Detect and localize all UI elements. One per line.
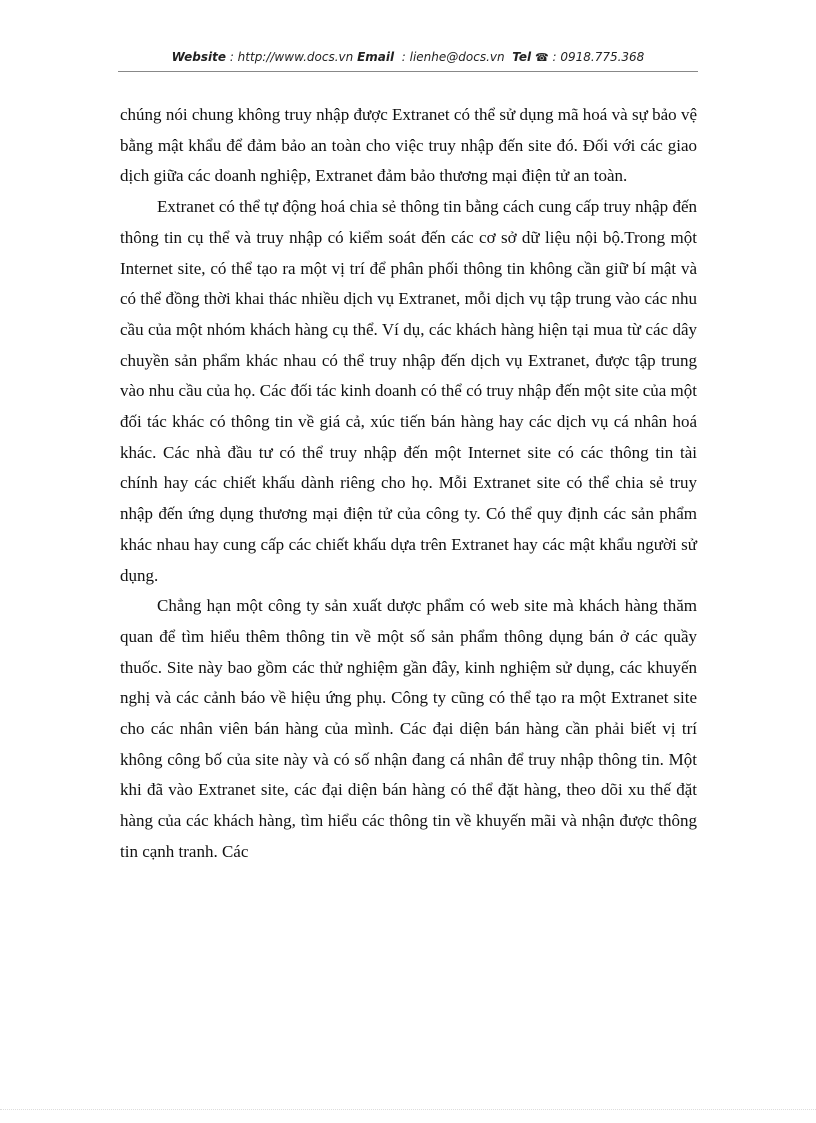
- phone-icon: ☎: [534, 51, 549, 64]
- website-label: Website: [171, 50, 226, 64]
- tel-label: Tel: [512, 50, 532, 64]
- email-label: Email: [357, 50, 395, 64]
- document-body: [120, 100, 697, 868]
- paragraph-1: chúng nói chung không truy nhập được Extranet có thể sử dụng mã hoá và sự bảo vệ bằng mật khẩu để đảm bảo an toàn cho việc truy nhập đến site đó. Đối với các giao dịch giữa các doanh nghiệp, Extranet đảm bảo thương mại điện tử an toàn.: [120, 105, 697, 186]
- paragraph-2: Extranet có thể tự động hoá chia sẻ thông tin bằng cách cung cấp truy nhập đến thông tin cụ thể và truy nhập có kiểm soát đến các cơ sở dữ liệu nội bộ.Trong một Internet site, có thể tạo ra một vị trí để phân phối thông tin không cần giữ bí mật và có thể đồng thời khai thác nhiều dịch vụ Extranet, mỗi dịch vụ tập trung vào các nhu cầu của một nhóm khách hàng cụ thể. Ví dụ, các khách hàng hiện tại mua từ các dây chuyền sản phẩm khác nhau có thể truy nhập đến dịch vụ Extranet, được tập trung vào nhu cầu của họ. Các đối tác kinh doanh có thể có truy nhập đến một site của một đối tác khác có thông tin về giá cả, xúc tiến bán hàng hay các dịch vụ cá nhân hoá khác. Các nhà đầu tư có thể truy nhập đến một Internet site có các thông tin tài chính hay các chiết khấu dành riêng cho họ. Mỗi Extranet site có thể chia sẻ truy nhập đến ứng dụng thương mại điện tử của công ty. Có thể quy định các sản phẩm khác nhau hay cung cấp các chiết khấu dựa trên Extranet hay các mật khẩu người sử dụng.: [120, 197, 697, 585]
- email-value[interactable]: lienhe@docs.vn: [409, 50, 505, 64]
- website-value[interactable]: http://www.docs.vn: [237, 50, 354, 64]
- page-header: Website : http://www.docs.vn Email : lienhe@docs.vn Tel ☎ : 0918.775.368: [171, 50, 645, 64]
- header-divider: [118, 71, 698, 72]
- page-bottom-divider: [0, 1109, 816, 1110]
- paragraph-3: Chẳng hạn một công ty sản xuất dược phẩm có web site mà khách hàng thăm quan để tìm hiểu thêm thông tin về một số sản phẩm thông dụng bán ở các quầy thuốc. Site này bao gồm các thử nghiệm gần đây, kinh nghiệm sử dụng, các khuyến nghị và các cảnh báo về hiệu ứng phụ. Công ty cũng có thể tạo ra một Extranet site cho các nhân viên bán hàng của mình. Các đại diện bán hàng cần phải biết vị trí không công bố của site này và có số nhận đang cá nhân để truy nhập thông tin. Một khi đã vào Extranet site, các đại diện bán hàng có thể đặt hàng, theo dõi xu thế đặt hàng của các khách hàng, tìm hiểu các thông tin về khuyến mãi và nhận được thông tin cạnh tranh. Các: [120, 596, 697, 861]
- tel-value: 0918.775.368: [560, 50, 645, 64]
